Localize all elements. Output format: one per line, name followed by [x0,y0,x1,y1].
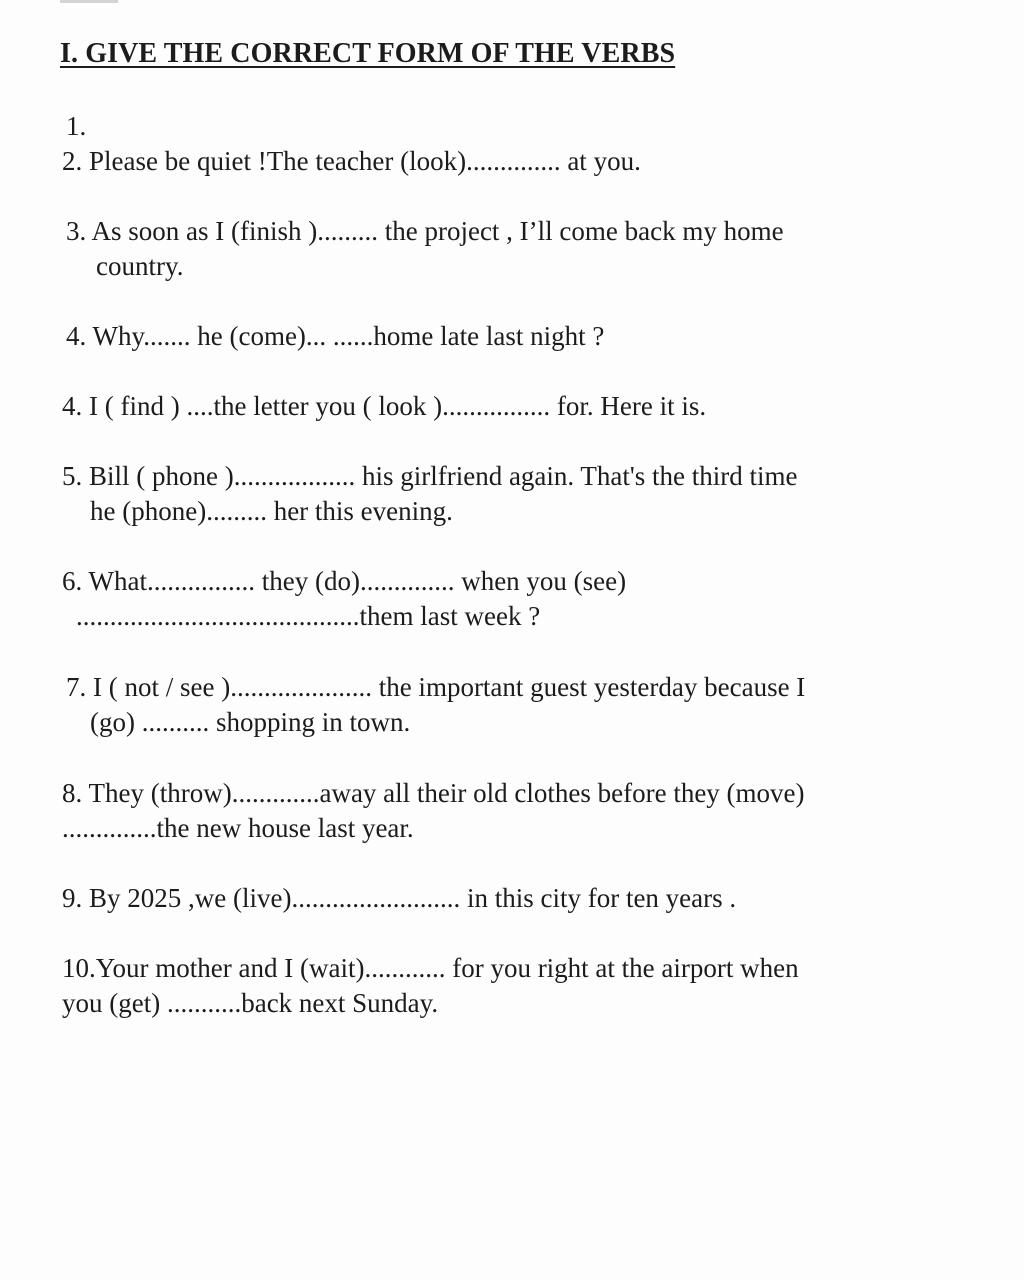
question-4-line-1: 4. Why....... he (come)... ......home late last night ? [66,321,605,351]
question-4b-line-1: 4. I ( find ) ....the letter you ( look )................ for. Here it is. [62,391,707,421]
question-7-line-1: 7. I ( not / see )..................... the important guest yesterday because I [66,672,806,702]
question-5-line-1: 5. Bill ( phone ).................. his girlfriend again. That's the third time [62,461,798,491]
question-2-line-1: 2. Please be quiet !The teacher (look).............. at you. [62,146,641,176]
question-8-line-2: ..............the new house last year. [62,813,414,843]
question-10-line-1: 10.Your mother and I (wait)............ for you right at the airport when [62,953,799,983]
question-9-line-1: 9. By 2025 ,we (live)......................... in this city for ten years . [62,883,737,913]
top-rule [60,0,118,3]
question-6-line-1: 6. What................ they (do).............. when you (see) [62,566,627,596]
question-6-line-2: ..........................................them last week ? [76,601,541,631]
question-3-line-2: country. [96,251,184,281]
question-7-line-2: (go) .......... shopping in town. [90,707,411,737]
section-title: I. GIVE THE CORRECT FORM OF THE VERBS [60,38,676,69]
question-5-line-2: he (phone)......... her this evening. [90,496,453,526]
question-3-line-1: 3. As soon as I (finish )......... the project , I’ll come back my home [66,216,784,246]
question-8-line-1: 8. They (throw).............away all their old clothes before they (move) [62,778,805,808]
question-1-line-1: 1. [66,111,87,141]
question-10-line-2: you (get) ...........back next Sunday. [62,988,439,1018]
